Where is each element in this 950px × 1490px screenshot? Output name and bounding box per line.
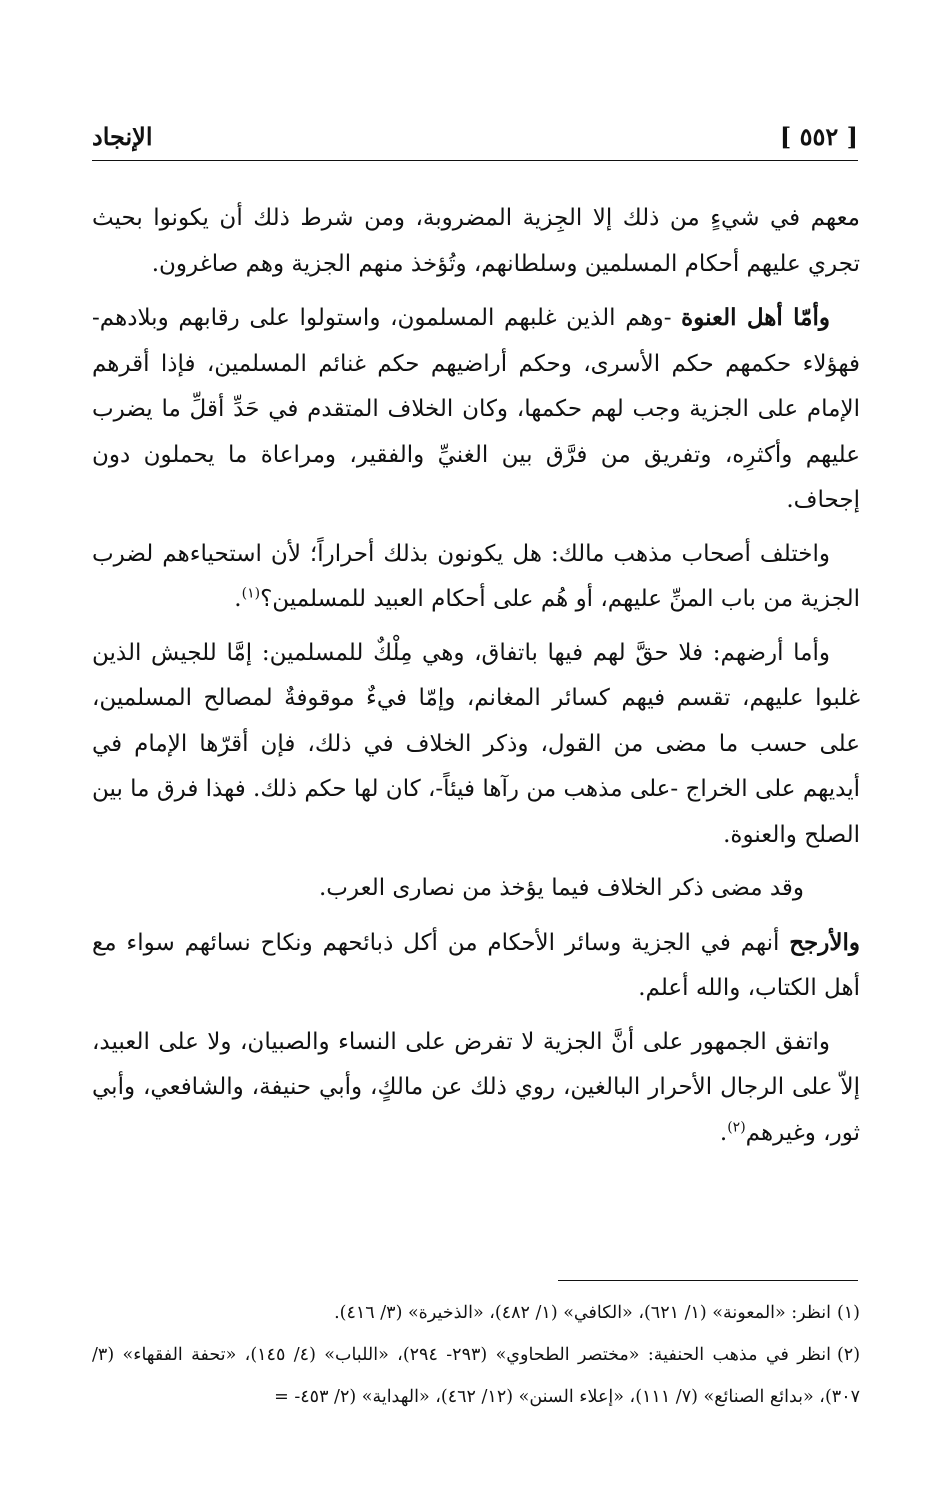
footnote-1-text: انظر: «المعونة» (١/ ٦٢١)، «الكافي» (١/ ٤٨٢)، «الذخيرة» (٣/ ٤١٦). xyxy=(334,1303,831,1323)
footnotes xyxy=(92,1292,860,1418)
footnote-divider xyxy=(558,1280,858,1281)
header-divider xyxy=(92,160,858,161)
footnote-ref-2[interactable]: (٢) xyxy=(727,1118,746,1135)
paragraph-6 xyxy=(92,920,860,1012)
footnote-2-number: (٢) xyxy=(836,1345,861,1365)
footnote-2 xyxy=(92,1334,860,1418)
footnote-1-number: (١) xyxy=(836,1303,860,1323)
paragraph-4: وأما أرضهم: فلا حقَّ لهم فيها باتفاق، وهي مِلْكٌ للمسلمين: إمَّا للجيش الذين غلبوا عليهم، تقسم فيهم كسائر المغانم، وإمّا فيءٌ موقوفةٌ لمصالح المسلمين، على حسب ما مضى من القول، وذكر الخلاف في ذلك، فإن أقرّها الإمام في أيديهم على الخراج -على مذهب من رآها فيئاً-، كان لها حكم ذلك. فهذا فرق ما بين الصلح والعنوة. xyxy=(92,639,860,848)
paragraph-7-text: واتفق الجمهور على أنَّ الجزية لا تفرض على النساء والصبيان، ولا على العبيد، إلاّ على الرجال الأحرار البالغين، روي ذلك عن مالكٍ، وأبي حنيفة، والشافعي، وأبي ثور، وغيرهم xyxy=(92,1028,860,1146)
paragraph-2-text: -وهم الذين غلبهم المسلمون، واستولوا على رقابهم وبلادهم- فهؤلاء حكمهم حكم الأسرى، وحكم أراضيهم حكم غنائم المسلمين، فإذا أقرهم الإمام على الجزية وجب لهم حكمها، وكان الخلاف المتقدم في حَدِّ أقلِّ ما يضرب عليهم وأكثرِه، وتفريق من فرَّق بين الغنيِّ والفقير، ومراعاة ما يحملون دون إجحاف. xyxy=(92,305,860,513)
paragraph-7: واتفق الجمهور على أنَّ الجزية لا تفرض على النساء والصبيان، ولا على العبيد، إلاّ على الرجال الأحرار البالغين، روي ذلك عن مالكٍ، وأبي حنيفة، والشافعي، وأبي ثور، وغيرهم$^{(٢)}$. xyxy=(92,1028,860,1146)
footnote-ref-1[interactable]: (١) xyxy=(241,585,261,602)
running-title: الإنجاد xyxy=(92,121,153,151)
paragraph-1: معهم في شيءٍ من ذلك إلا الجِزية المضروبة، ومن شرط ذلك أن يكونوا بحيث تجري عليهم أحكام المسلمين وسلطانهم، وتُؤخذ منهم الجزية وهم صاغرون. xyxy=(92,205,860,277)
page-number: [ ٥٥٢ ] xyxy=(779,121,858,151)
page-header xyxy=(92,116,858,156)
paragraph-5: وقد مضى ذكر الخلاف فيما يؤخذ من نصارى العرب. xyxy=(318,875,804,901)
paragraph-3-text: واختلف أصحاب مذهب مالك: هل يكونون بذلك أحراراً؛ لأن استحياءهم لضرب الجزية من باب المنِّ عليهم، أو هُم على أحكام العبيد للمسلمين؟ xyxy=(92,540,860,612)
paragraph-3: واختلف أصحاب مذهب مالك: هل يكونون بذلك أحراراً؛ لأن استحياءهم لضرب الجزية من باب المنِّ عليهم، أو هُم على أحكام العبيد للمسلمين؟$^{(١)}$. xyxy=(92,540,860,612)
main-text xyxy=(92,196,860,1164)
paragraph-2-lead: وأمّا أهل العنوة xyxy=(681,304,830,331)
footnote-1 xyxy=(92,1292,860,1334)
paragraph-6-text: أنهم في الجزية وسائر الأحكام من أكل ذبائحهم ونكاح نسائهم سواء مع أهل الكتاب، والله أعلم. xyxy=(92,929,860,1001)
paragraph-2 xyxy=(92,295,860,524)
footnote-2-text: انظر في مذهب الحنفية: «مختصر الطحاوي» (٢٩٣- ٢٩٤)، «اللباب» (٤/ ١٤٥)، «تحفة الفقهاء» (٣/ ٣٠٧)، «بدائع الصنائع» (٧/ ١١١)، «إعلاء السنن» (١٢/ ٤٦٢)، «الهداية» (٢/ ٤٥٣- = xyxy=(92,1345,860,1407)
paragraph-6-lead: والأرجح xyxy=(789,928,860,956)
